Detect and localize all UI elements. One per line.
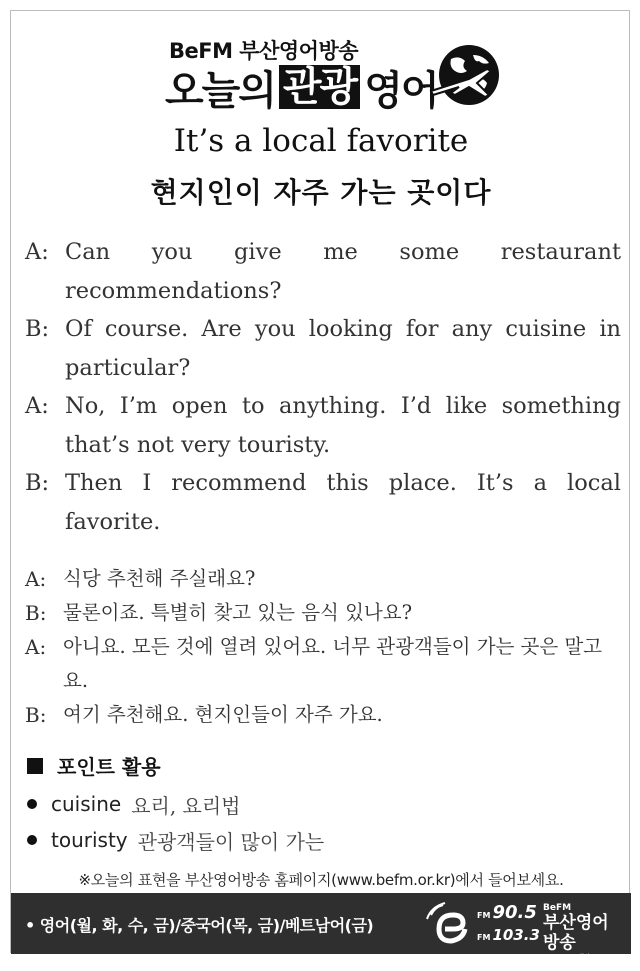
dialog-text: 여기 추천해요. 현지인들이 자주 가요. <box>63 703 383 726</box>
speaker-label: B: <box>25 601 47 625</box>
list-item <box>27 822 324 858</box>
show-title-post: 영어 <box>364 67 438 114</box>
dialog-line <box>25 387 625 464</box>
point-meaning: 관광객들이 많이 가는 <box>137 829 325 854</box>
show-title-pre: 오늘의 <box>165 67 275 114</box>
dialog-text: Then I recommend this place. It’s a local favorite. <box>65 470 621 535</box>
speaker-label: A: <box>25 567 47 591</box>
station-korean-name: 부산영어방송 <box>543 913 609 953</box>
station-name-block <box>543 903 625 971</box>
point-term: touristy <box>51 828 128 852</box>
dialog-line <box>25 698 625 732</box>
frequency-secondary: 103.3 <box>492 926 540 944</box>
dialog-korean <box>25 562 625 732</box>
speaker-label: B: <box>25 703 47 727</box>
broadcast-schedule: • 영어(월, 화, 수, 금)/중국어(목, 금)/베트남어(금) <box>25 916 374 935</box>
list-item <box>27 786 324 822</box>
speaker-label: A: <box>25 393 49 419</box>
dialog-text: Can you give me some restaurant recommendations? <box>65 239 621 304</box>
dialog-line <box>25 464 625 541</box>
program-header <box>11 27 631 117</box>
show-title <box>165 64 438 114</box>
speaker-label: B: <box>25 316 50 342</box>
speaker-label: A: <box>25 635 47 659</box>
speaker-label: B: <box>25 470 50 496</box>
title-korean: 현지인이 자주 가는 곳이다 <box>150 176 492 209</box>
dialog-text: No, I’m open to anything. I’d like something that’s not very touristy. <box>65 393 621 458</box>
square-bullet-icon <box>27 758 43 774</box>
point-meaning: 요리, 요리법 <box>131 793 241 818</box>
dialog-line <box>25 562 625 596</box>
globe-plane-icon <box>429 39 503 113</box>
points-heading <box>27 751 161 780</box>
station-logo <box>425 901 625 970</box>
station-english-name: Busan English Broadcasting <box>543 953 593 970</box>
speaker-label: A: <box>25 239 49 265</box>
fm-label: FM <box>477 911 491 920</box>
dialog-english <box>25 233 625 541</box>
footer-bar <box>11 893 631 970</box>
points-list <box>27 786 324 858</box>
bullet-dot-icon <box>27 799 37 809</box>
dialog-line <box>25 310 625 387</box>
dialog-line <box>25 596 625 630</box>
points-heading-label: 포인트 활용 <box>57 755 161 779</box>
dialog-line <box>25 233 625 310</box>
frequency-block <box>477 903 540 947</box>
dialog-text: 아니요. 모든 것에 열려 있어요. 너무 관광객들이 가는 곳은 말고요. <box>63 635 603 692</box>
befm-logo-icon <box>425 901 475 947</box>
fm-label: FM <box>477 933 491 942</box>
dialog-text: 물론이죠. 특별히 찾고 있는 음식 있나요? <box>63 601 413 624</box>
dialog-line <box>25 630 625 698</box>
show-title-boxed: 관광 <box>279 65 360 109</box>
frequency-primary: 90.5 <box>492 902 537 923</box>
station-short-name: BeFM <box>543 903 572 913</box>
dialog-text: Of course. Are you looking for any cuisine in particular? <box>65 316 621 381</box>
article-card <box>10 10 630 970</box>
website-note: ※오늘의 표현을 부산영어방송 홈페이지(www.befm.or.kr)에서 들어보세요. <box>78 871 564 889</box>
brand-label: BeFM 부산영어방송 <box>169 39 359 63</box>
point-term: cuisine <box>51 792 122 816</box>
dialog-text: 식당 추천해 주실래요? <box>63 567 256 590</box>
title-english: It’s a local favorite <box>173 123 469 159</box>
bullet-dot-icon <box>27 835 37 845</box>
